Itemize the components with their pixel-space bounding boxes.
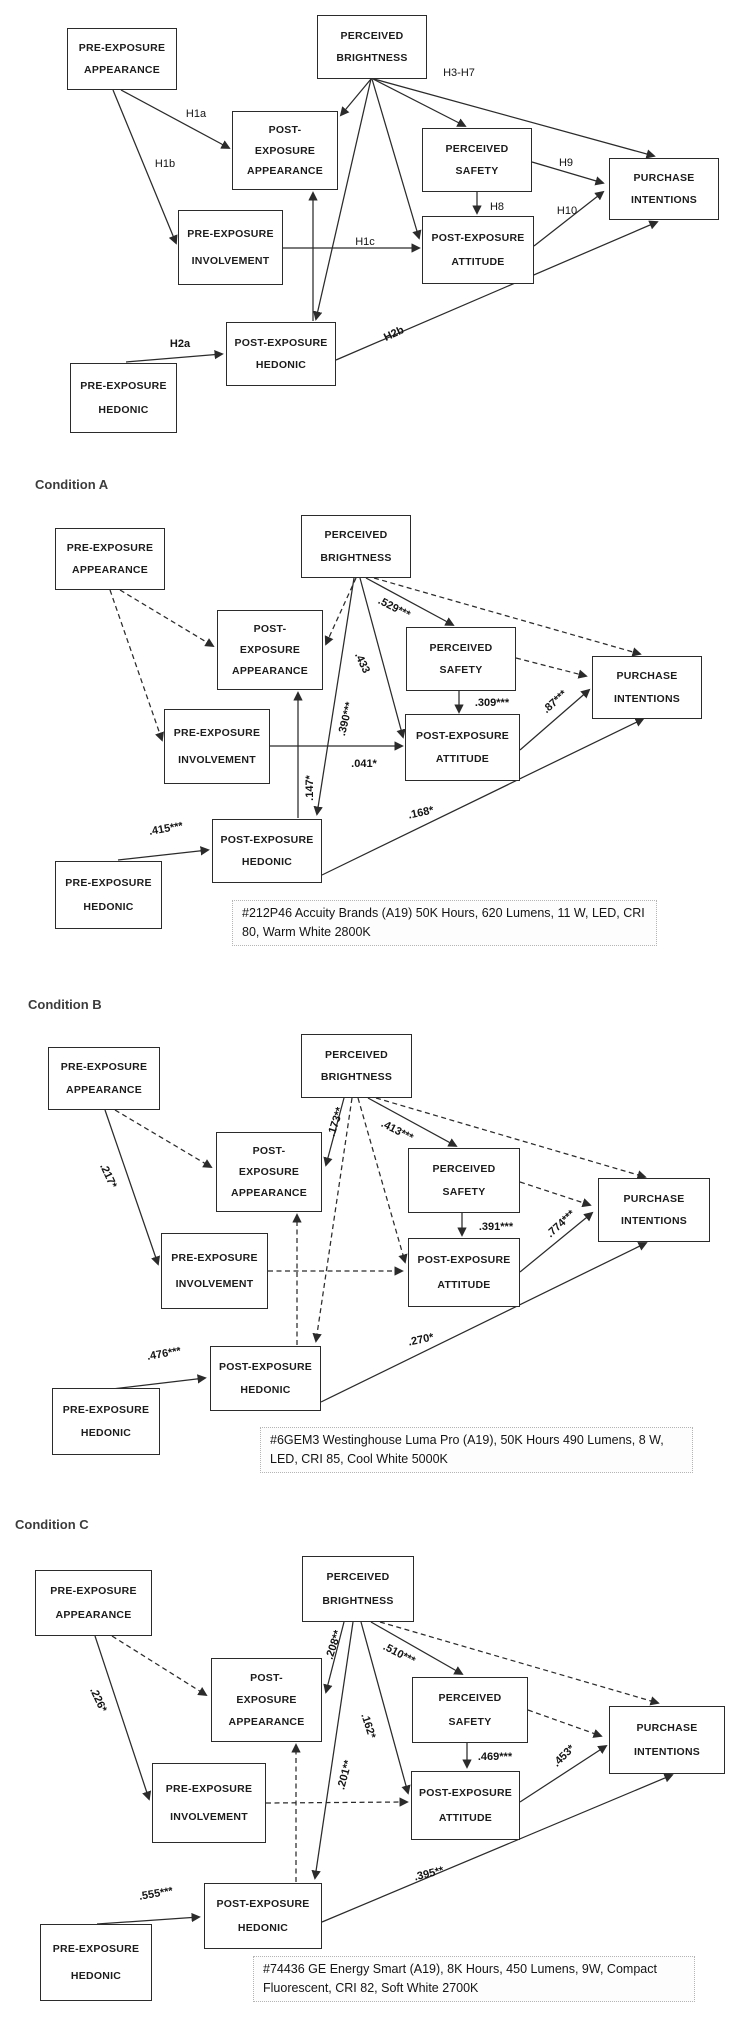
condition-b-post-exposure-attitude-box: POST-EXPOSURE ATTITUDE	[408, 1238, 520, 1307]
condition-b-pre-exposure-involvement-box: PRE-EXPOSURE INVOLVEMENT	[161, 1233, 268, 1309]
condition-a-post-exposure-attitude-box: POST-EXPOSURE ATTITUDE	[405, 714, 520, 781]
condition-a-perceived-brightness-box: PERCEIVED BRIGHTNESS	[301, 515, 411, 578]
condition-b-pre-exposure-appearance-box: PRE-EXPOSURE APPEARANCE	[48, 1047, 160, 1110]
condition-c-post-exposure-appearance-box: POST- EXPOSURE APPEARANCE	[211, 1658, 322, 1742]
condition-c-pre-exposure-hedonic-box: PRE-EXPOSURE HEDONIC	[40, 1924, 152, 2001]
hypothesized-model-arrow-pre-exposure-hedonic-to-post-exposure-hedonic	[126, 354, 222, 362]
condition-a-path-label-390: .390***	[336, 700, 356, 738]
condition-a-purchase-intentions-box: PURCHASE INTENTIONS	[592, 656, 702, 719]
condition-b-path-label-391: .391***	[478, 1221, 514, 1233]
condition-a-pre-exposure-involvement-box: PRE-EXPOSURE INVOLVEMENT	[164, 709, 270, 784]
hypothesized-model-path-label-h3h7: H3-H7	[443, 67, 475, 79]
condition-c-arrow-pre-exposure-involvement-to-post-exposure-attitude	[266, 1802, 407, 1803]
hypothesized-model-post-exposure-attitude-box: POST-EXPOSURE ATTITUDE	[422, 216, 534, 284]
hypothesized-model-pre-exposure-appearance-box: PRE-EXPOSURE APPEARANCE	[67, 28, 177, 90]
hypothesized-model-path-label-h9: H9	[558, 157, 574, 169]
condition-c-arrow-pre-exposure-appearance-to-pre-exposure-involvement	[95, 1636, 149, 1799]
condition-b-perceived-safety-box: PERCEIVED SAFETY	[408, 1148, 520, 1213]
condition-b-path-label-173: .173**	[325, 1105, 347, 1139]
condition-c-arrow-perceived-safety-to-purchase-intentions	[528, 1710, 601, 1736]
hypothesized-model-pre-exposure-hedonic-box: PRE-EXPOSURE HEDONIC	[70, 363, 177, 433]
condition-b-path-label-476: .476***	[146, 1345, 182, 1363]
condition-a-path-label-041: .041*	[351, 758, 377, 770]
hypothesized-model-path-label-h1b: H1b	[154, 158, 176, 170]
condition-a-pre-exposure-appearance-box: PRE-EXPOSURE APPEARANCE	[55, 528, 165, 590]
hypothesized-model-path-label-h1c: H1c	[355, 236, 375, 248]
condition-a-path-label-168: .168*	[407, 804, 435, 822]
condition-b-post-exposure-hedonic-box: POST-EXPOSURE HEDONIC	[210, 1346, 321, 1411]
condition-a-post-exposure-appearance-box: POST- EXPOSURE APPEARANCE	[217, 610, 323, 690]
condition-a-path-label-433: .433	[352, 650, 372, 676]
hypothesized-model-path-label-h2a: H2a	[169, 338, 191, 350]
condition-a-post-exposure-hedonic-box: POST-EXPOSURE HEDONIC	[212, 819, 322, 883]
hypothesized-model-perceived-brightness-box: PERCEIVED BRIGHTNESS	[317, 15, 427, 79]
condition-b-caption: #6GEM3 Westinghouse Luma Pro (A19), 50K Hours 490 Lumens, 8 W, LED, CRI 85, Cool White 5000K	[260, 1427, 693, 1473]
hypothesized-model-arrow-post-exposure-attitude-to-purchase-intentions	[534, 192, 603, 246]
hypothesized-model-post-exposure-hedonic-box: POST-EXPOSURE HEDONIC	[226, 322, 336, 386]
hypothesized-model-arrow-pre-exposure-appearance-to-post-exposure-appearance	[121, 90, 229, 148]
condition-c-perceived-brightness-box: PERCEIVED BRIGHTNESS	[302, 1556, 414, 1622]
condition-b-path-label-217: .217*	[97, 1161, 119, 1191]
hypothesized-model-path-label-h2b: H2b	[382, 324, 406, 344]
hypothesized-model-arrow-perceived-brightness-to-post-exposure-attitude	[372, 79, 419, 238]
condition-b-post-exposure-appearance-box: POST- EXPOSURE APPEARANCE	[216, 1132, 322, 1212]
condition-a-arrow-pre-exposure-appearance-to-pre-exposure-involvement	[110, 590, 162, 740]
condition-c-post-exposure-hedonic-box: POST-EXPOSURE HEDONIC	[204, 1883, 322, 1949]
condition-a-arrow-perceived-brightness-to-post-exposure-appearance	[326, 578, 356, 644]
condition-c-arrow-pre-exposure-hedonic-to-post-exposure-hedonic	[97, 1917, 199, 1924]
condition-b-path-label-774: .774***	[544, 1207, 578, 1241]
hypothesized-model-arrow-perceived-brightness-to-perceived-safety	[373, 79, 465, 126]
condition-a-arrow-pre-exposure-hedonic-to-post-exposure-hedonic	[118, 850, 208, 860]
condition-a-pre-exposure-hedonic-box: PRE-EXPOSURE HEDONIC	[55, 861, 162, 929]
hypothesized-model-purchase-intentions-box: PURCHASE INTENTIONS	[609, 158, 719, 220]
condition-a-path-label-147: .147*	[304, 775, 316, 801]
condition-c-path-label-208: .208**	[323, 1628, 345, 1662]
condition-c-path-label-201: .201**	[335, 1758, 355, 1792]
condition-c-pre-exposure-appearance-box: PRE-EXPOSURE APPEARANCE	[35, 1570, 152, 1636]
condition-b-path-label-413: .413***	[379, 1117, 415, 1145]
condition-c-path-label-162: .162*	[358, 1711, 378, 1741]
condition-c-path-label-510: .510***	[381, 1640, 417, 1668]
hypothesized-model-pre-exposure-involvement-box: PRE-EXPOSURE INVOLVEMENT	[178, 210, 283, 285]
condition-b-arrow-perceived-safety-to-purchase-intentions	[520, 1182, 590, 1205]
condition-a-arrow-perceived-safety-to-purchase-intentions	[516, 658, 586, 676]
condition-b-pre-exposure-hedonic-box: PRE-EXPOSURE HEDONIC	[52, 1388, 160, 1455]
condition-c-path-label-226: .226*	[87, 1685, 109, 1715]
condition-b-perceived-brightness-box: PERCEIVED BRIGHTNESS	[301, 1034, 412, 1098]
condition-c-purchase-intentions-box: PURCHASE INTENTIONS	[609, 1706, 725, 1774]
condition-a-label: Condition A	[35, 477, 109, 492]
hypothesized-model-path-label-h10: H10	[556, 205, 578, 217]
condition-c-label: Condition C	[15, 1517, 89, 1532]
condition-b-label: Condition B	[28, 997, 102, 1012]
condition-c-path-label-469: .469***	[477, 1751, 513, 1763]
condition-a-perceived-safety-box: PERCEIVED SAFETY	[406, 627, 516, 691]
condition-c-path-label-453: .453*	[550, 1742, 578, 1770]
hypothesized-model-path-label-h1a: H1a	[185, 108, 207, 120]
condition-c-perceived-safety-box: PERCEIVED SAFETY	[412, 1677, 528, 1743]
condition-c-path-label-555: .555***	[138, 1885, 174, 1903]
hypothesized-model-path-label-h8: H8	[489, 201, 505, 213]
condition-b-purchase-intentions-box: PURCHASE INTENTIONS	[598, 1178, 710, 1242]
condition-a-path-label-309: .309***	[474, 697, 510, 709]
condition-a-arrow-pre-exposure-appearance-to-post-exposure-appearance	[120, 590, 213, 646]
condition-c-arrow-pre-exposure-appearance-to-post-exposure-appearance	[112, 1636, 206, 1695]
condition-a-caption: #212P46 Accuity Brands (A19) 50K Hours, 620 Lumens, 11 W, LED, CRI 80, Warm White 2800K	[232, 900, 657, 946]
condition-c-pre-exposure-involvement-box: PRE-EXPOSURE INVOLVEMENT	[152, 1763, 266, 1843]
condition-c-path-label-395: .395**	[413, 1864, 445, 1884]
condition-a-path-label-415: .415***	[148, 820, 184, 838]
condition-c-post-exposure-attitude-box: POST-EXPOSURE ATTITUDE	[411, 1771, 520, 1840]
hypothesized-model-perceived-safety-box: PERCEIVED SAFETY	[422, 128, 532, 192]
condition-b-arrow-pre-exposure-appearance-to-post-exposure-appearance	[115, 1110, 211, 1167]
condition-c-caption: #74436 GE Energy Smart (A19), 8K Hours, 450 Lumens, 9W, Compact Fluorescent, CRI 82, Soft White 2700K	[253, 1956, 695, 2002]
hypothesized-model-post-exposure-appearance-box: POST- EXPOSURE APPEARANCE	[232, 111, 338, 190]
condition-a-path-label-529: .529***	[376, 594, 412, 622]
condition-b-path-label-270: .270*	[407, 1331, 435, 1349]
condition-a-path-label-87: .87***	[540, 688, 570, 716]
